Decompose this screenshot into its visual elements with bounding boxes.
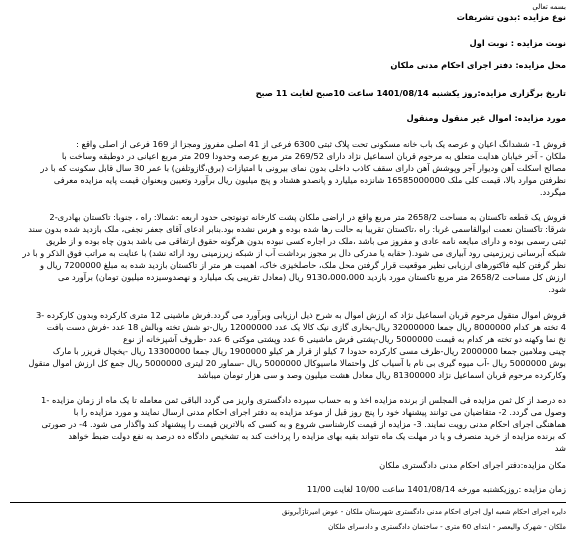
- auction-place: محل مزایده: دفتر اجرای احکام مدنی ملکان: [390, 60, 566, 70]
- p1-line: ملکان - آخر خیابان هدایت متعلق به مرحوم قربان اسماعیل نژاد دارای 269/52 متر مربع عرصه وحدودا 209 متر مربع اعیانی در دوطبقه وساخت با: [61, 151, 566, 161]
- auction-date: تاریخ برگزاری مزایده:روز یکشنبه 1401/08/14 ساعت 10صبح لغایت 11 صبح: [255, 88, 566, 98]
- p4-line: هماهنگی اجرای احکام مدنی رویت نمایند. 3- مزایده از قیمت کارشناسی شروع و به کسی که بالاترین قیمت را پیشنهاد کند واگذار می شود. 4- در صورتی: [41, 419, 566, 429]
- p2-line: ارزش کل مساحت 2658/2 متر مربع تاکستان مورد بازدید 9130،000،000 ریال (معادل تقریبی یک میلیارد و نهصدوسیزده میلیون تومان) برآورد می: [58, 272, 566, 282]
- signature-place: مکان مزایده:دفتر اجرای احکام مدنی دادگستری ملکان: [379, 460, 566, 470]
- p1-line: میگردد.: [539, 187, 566, 197]
- p1-line: مصالح اسکلت آهن ودیوار آجر وپوشش آهن دارای سقف کاذب داخلی بدون نمای بیرونی با امتیازات (برق،گازوتلفن) با عمر 30 سال قابل سکونت که با در: [40, 163, 566, 173]
- p2-line: شبکه آبرسانی زیرزمینی رود آبیاری می شود.( حقابه یا مدرکی دال بر مجوز برداشت آب از شبکه زیرزمینی رود ارائه نشد) با عنایت به مراتب فوق الذکر و با در: [22, 248, 566, 258]
- p3-line: وکارکرده مرحوم قربان اسماعیل نژاد 81300000 ریال معادل هشت میلیون وصد و سی هزار تومان میباشد: [197, 370, 566, 380]
- auction-round: نوبت مزایده : نوبت اول: [469, 38, 566, 48]
- auction-type: نوع مزایده :بدون تشریفات: [456, 12, 566, 22]
- auction-subject: مورد مزایده: اموال غیر منقول ومنقول: [406, 113, 566, 123]
- basmala-text: بسمه تعالی: [532, 3, 566, 11]
- p3-line: نخ نما وکهنه دو تخته هر کدام به قیمت 5000000 ریال-پشتی فرش ماشینی 6 عدد وپشتی موکتی 6 عدد -ظروف آشپزخانه از نوع: [123, 334, 566, 344]
- p3-line: بوش 5000000 ریال -آب میوه گیری بی نام با آسیاب کل واحتمالا ماسیوکال 5000000 ریال -سماور 20 لیتری 5000000 ریال جمع کل ارزش اموال منقول: [28, 358, 566, 368]
- p2-line: شرقا: تاکستان نعمت ابوالقاسمی غربا: راه ،تاکستان تقریبا به حالت رها شده بوده و هرس نشده بود.بنابر ادعای آقای جعفر نجفی، ملک بازدید شده بدون سند: [28, 224, 566, 234]
- p3-line: فروش اموال منقول مرحوم قربان اسماعیل نژاد که ارزش اموال به شرح ذیل ارزیابی وبرآورد می گردد.فرش ماشینی 12 متری کارکرده وبدون کارکرده -3: [35, 310, 566, 320]
- p4-line: شد: [554, 443, 566, 453]
- p3-line: چینی وملامین جمعا 2000000 ریال-ظرف مسی کارکرده حدودا 7 کیلو از قرار هر کیلو 1900000 ریال جمعا 13300000 ریال -یخچال فریزر با مارک: [52, 346, 566, 356]
- p4-line: ده درصد از کل ثمن مزایده فی المجلس از برنده مزایده اخذ و به حساب سپرده دادگستری واریز می گردد الباقی ثمن معامله تا یک ماه از زمان مزایده -1: [41, 395, 566, 405]
- p1-line: فروش 1- ششدانگ اعیان و عرصه یک باب خانه مسکونی تحت پلاک ثبتی 6300 فرعی از 41 اصلی مفروز ومجزا از 169 فرعی از اصلی واقع :: [76, 139, 566, 149]
- p4-line: که برنده مزایده از خرید منصرف و یا در مهلت یک ماه نتواند بقیه بهای مزایده را پرداخت کند به تشخیص دادگاه ده درصد به نفع دولت ضبط خواهد: [68, 431, 566, 441]
- footer-line: دایره اجرای احکام شعبه اول اجرای احکام مدنی دادگستری شهرستان ملکان - عوض امیرتاژآبرونق: [282, 508, 566, 516]
- p4-line: وصول می گردد. 2- متقاضیان می توانند پیشنهاد خود را پنج روز قبل از موعد مزایده به دفتر اجرای احکام مدنی ارسال نمایند و مورد مزایده را با: [73, 407, 566, 417]
- p2-line: نظر گرفتن کلیه فاکتورهای ارزیابی نظیر موقعیت قرار گرفتن محل ملک، حاصلخیزی خاک، اهمیت هر متر از تاکستان بازدید شده به مبلغ 7200000 ریال و: [40, 260, 566, 270]
- footer-line: ملکان - شهرک والیعصر - ابتدای 60 متری - ساختمان دادگستری و دادسرای ملکان: [328, 523, 566, 531]
- p2-line: ثبتی رسمی بوده و دارای مبایعه نامه عادی و مفروز می باشد ،ملک در اجاره کسی نبوده بدون هرگونه حقوق ارتفاقی می باشد بدون چاه بوده و از طریق: [46, 236, 566, 246]
- p1-line: نظرفتن موارد بالا، قیمت کلی ملک 16585000000 شانزده میلیارد و پانصدو هشتاد و پنج میلیون ریال برآورد وتعیین وبعنوان قیمت پایه مزایده معرفی: [53, 175, 566, 185]
- footer-divider: [10, 502, 566, 503]
- signature-time: زمان مزایده :روزیکشنبه مورخه 1401/08/14 ساعت 10/00 لغایت 11/00: [306, 484, 566, 494]
- p3-line: 4 تخته هر کدام 8000000 ریال جمعا 32000000 ریال-بخاری گازی نیک کالا یک عدد 12000000 ریال-تو شش تخته وبالش 18 عدد -فرش دست بافت: [46, 322, 566, 332]
- p2-line: فروش یک قطعه تاکستان به مساحت 2658/2 متر مربع واقع در اراضی ملکان پشت کارخانه تونوتجی حدود اربعه :شمالا: راه ، جنوبا: تاکستان بهادری-2: [49, 212, 566, 222]
- p2-line: شود.: [548, 284, 566, 294]
